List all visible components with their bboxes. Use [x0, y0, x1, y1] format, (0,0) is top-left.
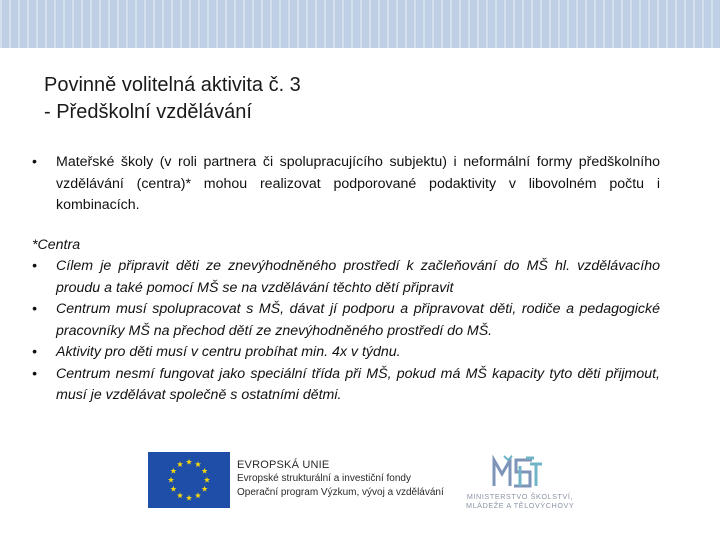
- footer-logos: [148, 452, 588, 508]
- eu-logo-text: [237, 458, 467, 500]
- eu-star-icon: [186, 495, 192, 501]
- title-line-2: - Předškolní vzdělávání: [44, 101, 252, 123]
- bullet-dot: •: [32, 154, 37, 170]
- main-bullet-text: Mateřské školy (v roli partnera či spolupracujícího subjektu) i neformální formy předškolního vzdělávání (centra)* mohou realizovat podporované podaktivity v libovolném počtu i kombinacích.: [56, 154, 660, 213]
- eu-star-icon: [168, 477, 174, 483]
- bullet-dot: •: [32, 258, 37, 274]
- eu-star-icon: [177, 492, 183, 498]
- centra-bullet: [32, 342, 660, 364]
- eu-star-icon: [186, 459, 192, 465]
- eu-star-icon: [202, 468, 208, 474]
- centra-bullet: [32, 299, 660, 342]
- centra-bullet: [32, 256, 660, 299]
- msmt-logo-icon: [466, 452, 574, 492]
- centra-section: [32, 235, 660, 407]
- msmt-line-2: MLÁDEŽE A TĚLOVÝCHOVY: [466, 501, 575, 510]
- eu-flag-icon: [148, 452, 230, 508]
- eu-program: Operační program Výzkum, vývoj a vzdělávání: [237, 487, 444, 498]
- slide-title: [44, 72, 644, 126]
- bullet-dot: •: [32, 344, 37, 360]
- eu-star-icon: [195, 461, 201, 467]
- centra-label: *Centra: [32, 236, 81, 253]
- main-bullet: [32, 152, 660, 217]
- eu-star-icon: [177, 461, 183, 467]
- centra-bullet: [32, 364, 660, 407]
- bullet-dot: •: [32, 301, 37, 317]
- eu-funds: Evropské strukturální a investiční fondy: [237, 473, 411, 484]
- header-band: [0, 0, 720, 48]
- msmt-logo: [466, 452, 574, 512]
- msmt-logo-text: [466, 492, 574, 510]
- centra-bullet-text: Aktivity pro děti musí v centru probíhat min. 4x v týdnu.: [56, 344, 401, 360]
- centra-bullet-text: Centrum musí spolupracovat s MŠ, dávat jí podporu a připravovat děti, rodiče a pedagogické pracovníky MŠ na přechod dětí ze znevýhodněného prostředí do MŠ.: [56, 301, 660, 339]
- title-line-1: Povinně volitelná aktivita č. 3: [44, 74, 301, 96]
- centra-bullet-text: Cílem je připravit děti ze znevýhodněného prostředí k začleňování do MŠ hl. vzdělávacího proudu a také pomocí MŠ se na vzdělávání těchto dětí připravit: [56, 258, 660, 296]
- eu-star-icon: [170, 486, 176, 492]
- centra-bullet-text: Centrum nesmí fungovat jako speciální třída při MŠ, pokud má MŠ kapacity tyto děti přijmout, musí je vzdělávat společně s ostatními dětmi.: [56, 365, 660, 403]
- eu-star-icon: [204, 477, 210, 483]
- eu-star-icon: [170, 468, 176, 474]
- eu-title: EVROPSKÁ UNIE: [237, 459, 330, 471]
- msmt-line-1: MINISTERSTVO ŠKOLSTVÍ,: [466, 492, 574, 501]
- bullet-dot: •: [32, 365, 37, 382]
- eu-star-icon: [195, 492, 201, 498]
- slide-body: [32, 152, 660, 407]
- eu-star-icon: [202, 486, 208, 492]
